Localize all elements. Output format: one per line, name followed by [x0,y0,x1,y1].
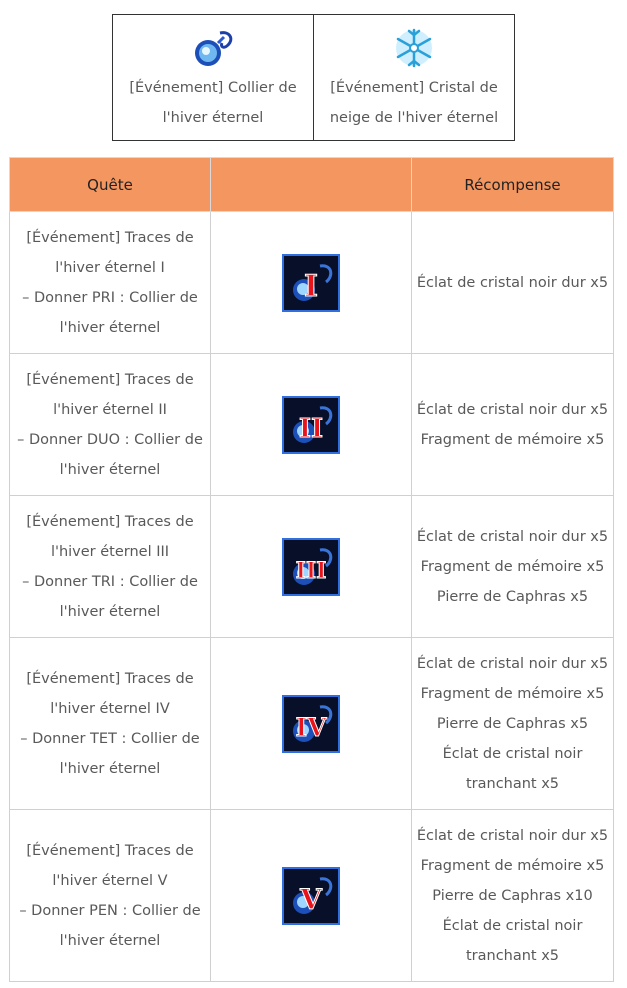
reward-item: Fragment de mémoire x5 [420,857,605,874]
reward-cell [412,212,614,354]
quest-icon-cell [211,212,412,354]
quest-necklace-icon [282,867,340,925]
necklace-icon [190,25,236,71]
quest-cell [10,638,211,810]
quest-cell [10,810,211,982]
reward-item: Pierre de Caphras x5 [436,588,589,605]
quest-title: [Événement] Traces de l'hiver éternel IV [26,670,194,717]
quest-necklace-icon [282,396,340,454]
quest-numeral: V [300,882,322,916]
quest-detail: – Donner DUO : Collier de l'hiver éternel [17,431,203,478]
quest-table [9,157,614,982]
reward-item: Éclat de cristal noir dur x5 [416,827,609,844]
reward-cell [412,810,614,982]
quest-title: [Événement] Traces de l'hiver éternel I [26,229,194,276]
quest-icon-cell [211,810,412,982]
table-row [10,638,614,810]
reward-item: Éclat de cristal noir dur x5 [416,528,609,545]
quest-numeral: I [303,268,319,304]
reward-item: Fragment de mémoire x5 [420,685,605,702]
quest-title: [Événement] Traces de l'hiver éternel III [26,513,194,560]
item-label-necklace: [Événement] Collier de l'hiver éternel [129,80,297,126]
quest-numeral: IV [295,712,327,742]
reward-item: Éclat de cristal noir dur x5 [416,401,609,418]
quest-numeral: III [295,557,327,584]
reward-cell [412,638,614,810]
header-icon [211,158,412,212]
header-reward: Récompense [412,158,614,212]
quest-detail: – Donner PEN : Collier de l'hiver éternel [19,902,201,949]
item-cell-necklace [113,15,313,140]
header-quest: Quête [10,158,211,212]
item-label-snow-crystal: [Événement] Cristal de neige de l'hiver éternel [329,80,499,126]
quest-detail: – Donner TRI : Collier de l'hiver éternel [22,573,198,620]
reward-item: Éclat de cristal noir tranchant x5 [442,917,583,964]
quest-icon-cell [211,638,412,810]
reward-item: Fragment de mémoire x5 [420,431,605,448]
table-row [10,496,614,638]
table-row [10,810,614,982]
reward-cell [412,354,614,496]
reward-item: Éclat de cristal noir dur x5 [416,655,609,672]
reward-item: Éclat de cristal noir tranchant x5 [442,745,583,792]
event-items-table [112,14,515,141]
reward-item: Éclat de cristal noir dur x5 [416,274,609,291]
reward-item: Fragment de mémoire x5 [420,558,605,575]
table-row [10,354,614,496]
quest-detail: – Donner TET : Collier de l'hiver éternel [20,730,200,777]
quest-title: [Événement] Traces de l'hiver éternel II [26,371,194,418]
quest-icon-cell [211,496,412,638]
snowflake-crystal-icon [391,25,437,71]
reward-item: Pierre de Caphras x10 [432,887,593,904]
table-row [10,212,614,354]
quest-necklace-icon [282,695,340,753]
quest-icon-cell [211,354,412,496]
item-cell-snow-crystal [313,15,514,140]
quest-detail: – Donner PRI : Collier de l'hiver éternel [22,289,198,336]
quest-cell [10,354,211,496]
quest-cell [10,212,211,354]
quest-table-header [10,158,614,212]
quest-title: [Événement] Traces de l'hiver éternel V [26,842,194,889]
reward-cell [412,496,614,638]
reward-item: Pierre de Caphras x5 [436,715,589,732]
quest-necklace-icon [282,538,340,596]
quest-necklace-icon [282,254,340,312]
quest-numeral: II [298,413,324,444]
quest-cell [10,496,211,638]
